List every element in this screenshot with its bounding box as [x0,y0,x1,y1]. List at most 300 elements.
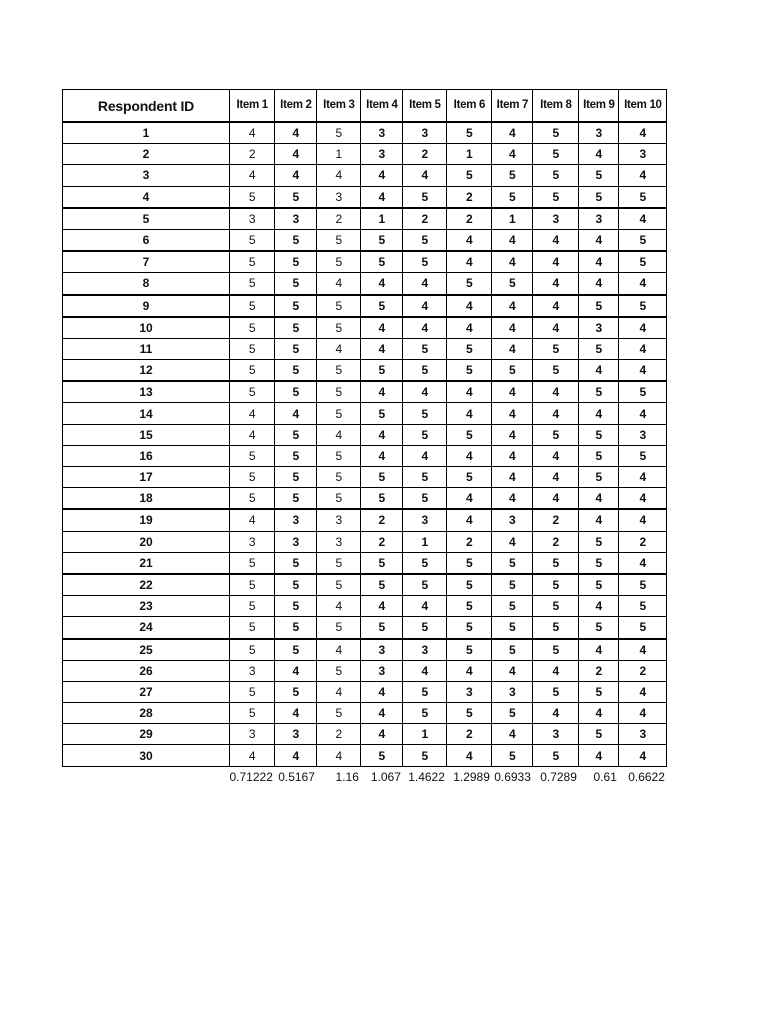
item-3-cell: 2 [317,208,361,230]
item-7-cell: 5 [492,273,533,295]
item-9-cell: 5 [579,424,619,445]
item-2-cell: 4 [275,122,317,144]
item-6-cell: 4 [447,660,492,681]
item-6-cell: 4 [447,403,492,424]
item-9-cell: 5 [579,724,619,745]
respondent-id-cell: 21 [63,552,230,574]
item-2-cell: 5 [275,681,317,702]
item-1-cell: 3 [230,531,275,552]
table-row [63,617,667,639]
item-5-cell: 5 [403,360,447,382]
item-3-cell: 4 [317,273,361,295]
item-1-header: Item 1 [230,90,275,123]
item-6-cell: 5 [447,360,492,382]
item-5-cell: 5 [403,229,447,251]
item-7-cell: 5 [492,703,533,724]
item-3-cell: 4 [317,745,361,766]
item-9-cell: 5 [579,186,619,208]
item-10-cell: 4 [619,165,667,186]
item-7-cell: 4 [492,317,533,339]
item-9-cell: 4 [579,745,619,766]
item-5-cell: 4 [403,295,447,317]
item-2-cell: 4 [275,660,317,681]
item-9-cell: 4 [579,229,619,251]
item-4-header: Item 4 [361,90,403,123]
table-row [63,251,667,273]
item-8-cell: 5 [533,360,579,382]
item-4-cell: 3 [361,639,403,661]
item-6-cell: 5 [447,467,492,488]
item-9-cell: 3 [579,317,619,339]
item-1-cell: 3 [230,724,275,745]
item-9-cell: 5 [579,531,619,552]
item-3-cell: 5 [317,488,361,510]
item-4-cell: 5 [361,488,403,510]
item-7-cell: 5 [492,165,533,186]
item-2-cell: 5 [275,295,317,317]
item-1-cell: 5 [230,574,275,596]
table-row [63,122,667,144]
item-5-cell: 5 [403,467,447,488]
variance-row [63,766,667,787]
item-10-cell: 5 [619,295,667,317]
item-1-cell: 5 [230,552,275,574]
item-4-cell: 5 [361,745,403,766]
item-5-cell: 3 [403,639,447,661]
item-10-cell: 5 [619,617,667,639]
item-5-cell: 5 [403,574,447,596]
item-8-cell: 5 [533,552,579,574]
item-6-cell: 1 [447,144,492,165]
item-3-cell: 4 [317,639,361,661]
item-6-variance: 1.2989 [453,769,490,784]
item-7-cell: 4 [492,122,533,144]
item-6-cell: 3 [447,681,492,702]
item-4-variance: 1.067 [370,769,401,784]
table-row [63,144,667,165]
item-8-cell: 5 [533,639,579,661]
item-4-cell: 4 [361,165,403,186]
item-6-cell: 5 [447,552,492,574]
item-8-header: Item 8 [533,90,579,123]
item-1-cell: 5 [230,381,275,403]
respondent-data-table [62,89,667,787]
item-4-cell: 5 [361,403,403,424]
item-9-cell: 5 [579,681,619,702]
respondent-id-cell: 18 [63,488,230,510]
item-1-cell: 5 [230,251,275,273]
item-6-cell: 4 [447,317,492,339]
item-10-cell: 5 [619,445,667,466]
item-1-cell: 4 [230,165,275,186]
table-row [63,639,667,661]
item-7-cell: 5 [492,574,533,596]
item-1-cell: 5 [230,360,275,382]
table-row [63,552,667,574]
item-1-cell: 5 [230,639,275,661]
item-4-cell: 5 [361,617,403,639]
item-3-cell: 5 [317,360,361,382]
item-7-cell: 4 [492,660,533,681]
table-row [63,509,667,531]
item-9-cell: 4 [579,403,619,424]
item-5-cell: 5 [403,703,447,724]
item-2-cell: 5 [275,251,317,273]
item-6-cell: 5 [447,639,492,661]
item-9-cell: 5 [579,165,619,186]
respondent-id-cell: 2 [63,144,230,165]
item-6-cell: 5 [447,703,492,724]
item-4-cell: 4 [361,273,403,295]
table-row [63,596,667,617]
item-6-cell: 4 [447,509,492,531]
item-2-cell: 3 [275,531,317,552]
variance-row-spacer [63,766,230,787]
item-2-cell: 5 [275,381,317,403]
item-4-cell: 5 [361,467,403,488]
item-5-cell: 5 [403,552,447,574]
item-9-cell: 5 [579,467,619,488]
item-10-cell: 4 [619,552,667,574]
item-7-cell: 5 [492,552,533,574]
item-1-variance: 0.71222 [229,769,273,784]
item-3-cell: 5 [317,617,361,639]
item-5-cell: 1 [403,724,447,745]
item-2-header: Item 2 [275,90,317,123]
item-6-header: Item 6 [447,90,492,123]
item-10-cell: 4 [619,681,667,702]
item-7-cell: 4 [492,445,533,466]
item-8-cell: 5 [533,424,579,445]
item-7-cell: 5 [492,186,533,208]
table-row [63,660,667,681]
item-8-cell: 5 [533,186,579,208]
table-row [63,186,667,208]
respondent-id-cell: 23 [63,596,230,617]
item-7-cell: 4 [492,488,533,510]
item-10-cell: 3 [619,424,667,445]
item-3-cell: 5 [317,445,361,466]
item-7-cell: 5 [492,596,533,617]
item-8-cell: 5 [533,745,579,766]
item-1-cell: 2 [230,144,275,165]
respondent-id-cell: 3 [63,165,230,186]
item-1-cell: 4 [230,424,275,445]
item-8-cell: 5 [533,338,579,359]
respondent-id-cell: 7 [63,251,230,273]
item-7-cell: 3 [492,681,533,702]
item-10-cell: 5 [619,381,667,403]
item-5-header: Item 5 [403,90,447,123]
respondent-id-cell: 25 [63,639,230,661]
item-1-cell: 5 [230,596,275,617]
item-4-cell: 5 [361,552,403,574]
item-3-variance: 1.16 [335,769,359,784]
item-9-cell: 5 [579,338,619,359]
item-5-cell: 2 [403,208,447,230]
item-6-cell: 2 [447,531,492,552]
respondent-id-cell: 22 [63,574,230,596]
item-5-cell: 4 [403,381,447,403]
item-8-cell: 4 [533,445,579,466]
respondent-id-cell: 12 [63,360,230,382]
item-3-cell: 4 [317,596,361,617]
item-4-cell: 4 [361,381,403,403]
header-row [63,90,667,123]
table-row [63,574,667,596]
item-4-cell: 4 [361,703,403,724]
respondent-id-cell: 27 [63,681,230,702]
item-1-cell: 5 [230,467,275,488]
item-6-cell: 5 [447,338,492,359]
table-row [63,724,667,745]
item-10-cell: 5 [619,596,667,617]
item-3-cell: 3 [317,186,361,208]
item-9-cell: 5 [579,295,619,317]
item-3-header: Item 3 [317,90,361,123]
item-2-cell: 5 [275,424,317,445]
item-9-cell: 4 [579,488,619,510]
item-10-cell: 4 [619,208,667,230]
item-2-variance: 0.5167 [278,769,315,784]
item-6-cell: 4 [447,745,492,766]
item-1-cell: 4 [230,122,275,144]
item-1-cell: 4 [230,403,275,424]
item-1-cell: 5 [230,681,275,702]
item-5-cell: 2 [403,144,447,165]
item-10-cell: 2 [619,531,667,552]
table-row [63,745,667,766]
item-1-cell: 3 [230,660,275,681]
item-5-cell: 5 [403,251,447,273]
item-6-cell: 5 [447,165,492,186]
item-7-cell: 5 [492,617,533,639]
item-1-cell: 4 [230,509,275,531]
respondent-id-cell: 24 [63,617,230,639]
item-4-cell: 3 [361,660,403,681]
table-row [63,703,667,724]
respondent-id-cell: 15 [63,424,230,445]
item-2-cell: 5 [275,552,317,574]
item-9-cell: 5 [579,574,619,596]
item-8-cell: 4 [533,467,579,488]
item-6-cell: 5 [447,617,492,639]
item-10-cell: 4 [619,467,667,488]
item-9-cell: 4 [579,639,619,661]
item-7-cell: 4 [492,531,533,552]
item-2-cell: 3 [275,509,317,531]
item-6-cell: 4 [447,229,492,251]
item-7-cell: 4 [492,424,533,445]
item-3-cell: 5 [317,251,361,273]
item-2-cell: 5 [275,273,317,295]
item-9-cell: 4 [579,703,619,724]
item-7-cell: 4 [492,144,533,165]
item-3-cell: 5 [317,403,361,424]
item-2-cell: 5 [275,639,317,661]
respondent-id-cell: 9 [63,295,230,317]
item-5-cell: 4 [403,165,447,186]
item-9-cell: 4 [579,596,619,617]
item-8-cell: 5 [533,617,579,639]
item-6-cell: 2 [447,208,492,230]
table-row [63,445,667,466]
item-1-cell: 5 [230,295,275,317]
item-9-cell: 4 [579,360,619,382]
item-9-cell: 5 [579,381,619,403]
item-7-cell: 5 [492,639,533,661]
item-5-variance: 1.4622 [408,769,445,784]
item-5-cell: 4 [403,273,447,295]
item-8-cell: 4 [533,660,579,681]
respondent-id-cell: 29 [63,724,230,745]
item-4-cell: 4 [361,424,403,445]
respondent-id-cell: 10 [63,317,230,339]
item-10-cell: 4 [619,122,667,144]
item-1-cell: 5 [230,229,275,251]
table-body [63,122,667,787]
item-2-cell: 5 [275,445,317,466]
item-2-cell: 5 [275,596,317,617]
item-4-cell: 2 [361,509,403,531]
item-3-cell: 2 [317,724,361,745]
item-4-cell: 4 [361,724,403,745]
item-10-cell: 4 [619,403,667,424]
table-row [63,488,667,510]
item-8-cell: 4 [533,273,579,295]
respondent-id-cell: 1 [63,122,230,144]
table-row [63,424,667,445]
item-7-cell: 1 [492,208,533,230]
item-8-variance: 0.7289 [540,769,577,784]
item-5-cell: 4 [403,317,447,339]
item-6-cell: 4 [447,295,492,317]
item-10-cell: 5 [619,574,667,596]
item-10-cell: 4 [619,509,667,531]
item-7-cell: 4 [492,338,533,359]
item-1-cell: 5 [230,488,275,510]
item-7-cell: 4 [492,403,533,424]
item-8-cell: 5 [533,144,579,165]
item-7-header: Item 7 [492,90,533,123]
item-10-cell: 5 [619,186,667,208]
table-row [63,165,667,186]
item-8-cell: 4 [533,251,579,273]
table-row [63,229,667,251]
table-row [63,338,667,359]
item-3-cell: 1 [317,144,361,165]
item-8-cell: 4 [533,403,579,424]
item-2-cell: 5 [275,229,317,251]
respondent-id-cell: 19 [63,509,230,531]
item-1-cell: 4 [230,745,275,766]
respondent-id-cell: 8 [63,273,230,295]
item-10-cell: 5 [619,229,667,251]
item-3-cell: 5 [317,574,361,596]
respondent-id-cell: 28 [63,703,230,724]
item-3-cell: 5 [317,703,361,724]
item-3-cell: 4 [317,424,361,445]
item-7-cell: 4 [492,381,533,403]
item-5-cell: 1 [403,531,447,552]
table-row [63,531,667,552]
item-4-cell: 5 [361,360,403,382]
item-8-cell: 5 [533,165,579,186]
item-10-header: Item 10 [619,90,667,123]
item-4-cell: 5 [361,229,403,251]
item-9-cell: 4 [579,273,619,295]
item-5-cell: 5 [403,424,447,445]
table-row [63,681,667,702]
item-4-cell: 1 [361,208,403,230]
item-4-cell: 2 [361,531,403,552]
item-10-cell: 4 [619,360,667,382]
item-10-variance: 0.6622 [628,769,665,784]
item-2-cell: 5 [275,488,317,510]
item-9-cell: 3 [579,208,619,230]
item-2-cell: 4 [275,703,317,724]
item-3-cell: 5 [317,122,361,144]
respondent-id-cell: 26 [63,660,230,681]
item-6-cell: 5 [447,574,492,596]
item-5-cell: 5 [403,745,447,766]
respondent-id-cell: 6 [63,229,230,251]
item-8-cell: 5 [533,596,579,617]
item-8-cell: 3 [533,208,579,230]
table-row [63,381,667,403]
item-10-cell: 4 [619,273,667,295]
item-7-variance: 0.6933 [494,769,531,784]
item-9-cell: 4 [579,509,619,531]
item-4-cell: 3 [361,122,403,144]
item-3-cell: 3 [317,531,361,552]
respondent-id-cell: 20 [63,531,230,552]
item-8-cell: 2 [533,509,579,531]
item-9-cell: 5 [579,617,619,639]
item-6-cell: 4 [447,445,492,466]
item-1-cell: 5 [230,703,275,724]
item-1-cell: 3 [230,208,275,230]
item-3-cell: 5 [317,552,361,574]
item-2-cell: 5 [275,338,317,359]
item-4-cell: 5 [361,295,403,317]
item-2-cell: 5 [275,574,317,596]
item-10-cell: 5 [619,251,667,273]
item-3-cell: 5 [317,317,361,339]
item-3-cell: 4 [317,681,361,702]
item-6-cell: 5 [447,424,492,445]
item-9-cell: 4 [579,251,619,273]
item-6-cell: 2 [447,724,492,745]
item-1-cell: 5 [230,273,275,295]
table-row [63,295,667,317]
item-2-cell: 4 [275,403,317,424]
item-3-cell: 5 [317,229,361,251]
item-2-cell: 3 [275,724,317,745]
item-9-cell: 5 [579,445,619,466]
item-4-cell: 5 [361,251,403,273]
table-row [63,317,667,339]
item-3-cell: 3 [317,509,361,531]
respondent-id-cell: 11 [63,338,230,359]
table-row [63,467,667,488]
item-1-cell: 5 [230,186,275,208]
item-3-cell: 4 [317,165,361,186]
item-4-cell: 3 [361,144,403,165]
item-6-cell: 4 [447,251,492,273]
item-2-cell: 5 [275,360,317,382]
respondent-id-cell: 30 [63,745,230,766]
